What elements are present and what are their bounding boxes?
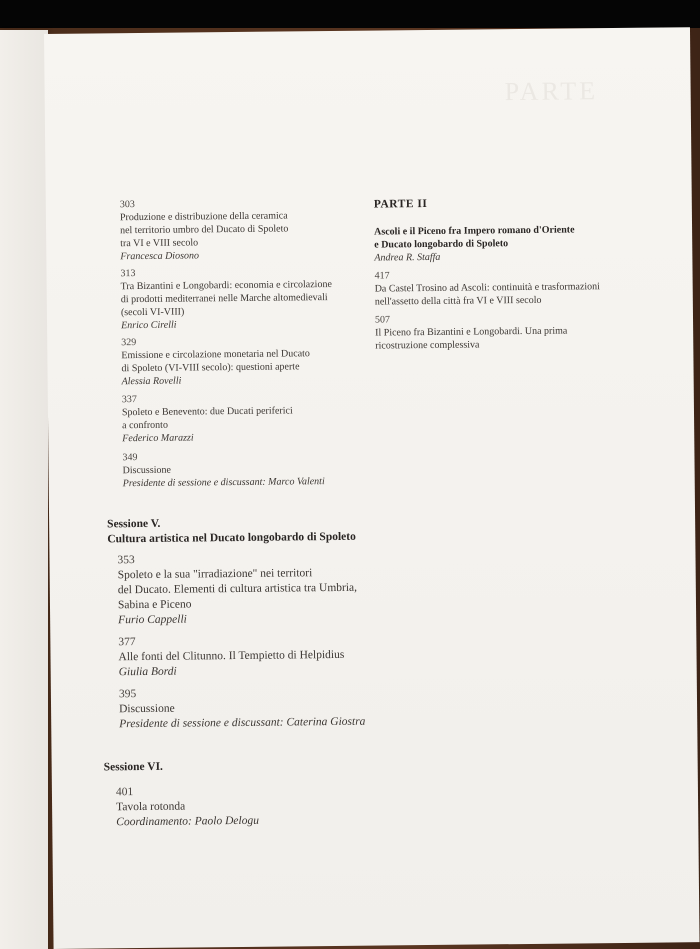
entry-title-line: ricostruzione complessiva [375,339,480,352]
part-heading: PARTE II [373,197,428,211]
entry-author: Presidente di sessione e discussant: Caterina Giostra [119,715,366,731]
entry-title-line: Discussione [119,702,175,716]
page-number: 417 [374,270,390,282]
entry-title-line: Spoleto e Benevento: due Ducati periferici [121,405,293,419]
entry-title-line: nel territorio umbro del Ducato di Spoleto [120,223,289,237]
entry-title-line: Alle fonti del Clitunno. Il Tempietto di Helpidius [118,648,345,664]
entry-title-line: Da Castel Trosino ad Ascoli: continuità e trasformazioni [374,281,600,295]
entry-author: Enrico Cirelli [121,319,177,332]
session-title: Cultura artistica nel Ducato longobardo di Spoleto [107,530,356,546]
entry-title-line: Tavola rotonda [116,800,186,814]
entry-author: Coordinamento: Paolo Delogu [116,814,259,829]
part-title-line: e Ducato longobardo di Spoleto [374,238,509,251]
entry-title-line: Spoleto e la sua "irradiazione" nei territori [117,567,313,582]
page-number: 395 [118,688,137,701]
entry-author: Furio Cappelli [118,613,187,627]
page-number: 313 [120,268,136,280]
page-number: 377 [118,636,136,649]
entry-title-line: del Ducato. Elementi di cultura artistica tra Umbria, [117,581,358,597]
page-number: 353 [117,554,135,567]
entry-author: Federico Marazzi [122,432,194,445]
page-number: 329 [121,337,137,349]
entry-title-line: Emissione e circolazione monetaria nel Ducato [121,348,310,362]
book-page [44,27,700,949]
entry-title-line: Tra Bizantini e Longobardi: economia e circolazione [120,278,332,293]
entry-title-line: (secoli VI-VIII) [120,306,185,319]
session-heading: Sessione VI. [103,760,163,774]
page-number: 401 [115,786,134,799]
part-author: Andrea R. Staffa [374,251,441,264]
left-page-edge [0,30,48,949]
entry-title-line: tra VI e VIII secolo [120,237,199,250]
page-number: 337 [121,394,137,406]
show-through-text: PARTE [504,76,599,107]
entry-title-line: Sabina e Piceno [117,598,192,612]
page-number: 349 [122,452,138,464]
entry-title-line: a confronto [122,419,168,432]
entry-title-line: di Spoleto (VI-VIII secolo): questioni aperte [121,361,300,375]
entry-title-line: Discussione [122,464,171,477]
entry-title-line: nell'assetto della città fra VI e VIII secolo [374,294,542,308]
page-number: 507 [374,314,391,326]
page-number: 303 [119,199,135,211]
part-title-line: Ascoli e il Piceno fra Impero romano d'Oriente [374,224,575,238]
top-black-bar [0,0,700,28]
entry-title-line: Produzione e distribuzione della ceramica [119,210,288,224]
entry-author: Alessia Rovelli [121,375,182,388]
entry-author: Francesca Diosono [120,250,199,263]
entry-title-line: di prodotti mediterranei nelle Marche altomedievali [120,292,328,306]
entry-author: Presidente di sessione e discussant: Marco Valenti [122,476,325,490]
entry-author: Giulia Bordi [118,665,177,679]
session-heading: Sessione V. [107,517,161,531]
entry-title-line: Il Piceno fra Bizantini e Longobardi. Una prima [375,325,568,339]
